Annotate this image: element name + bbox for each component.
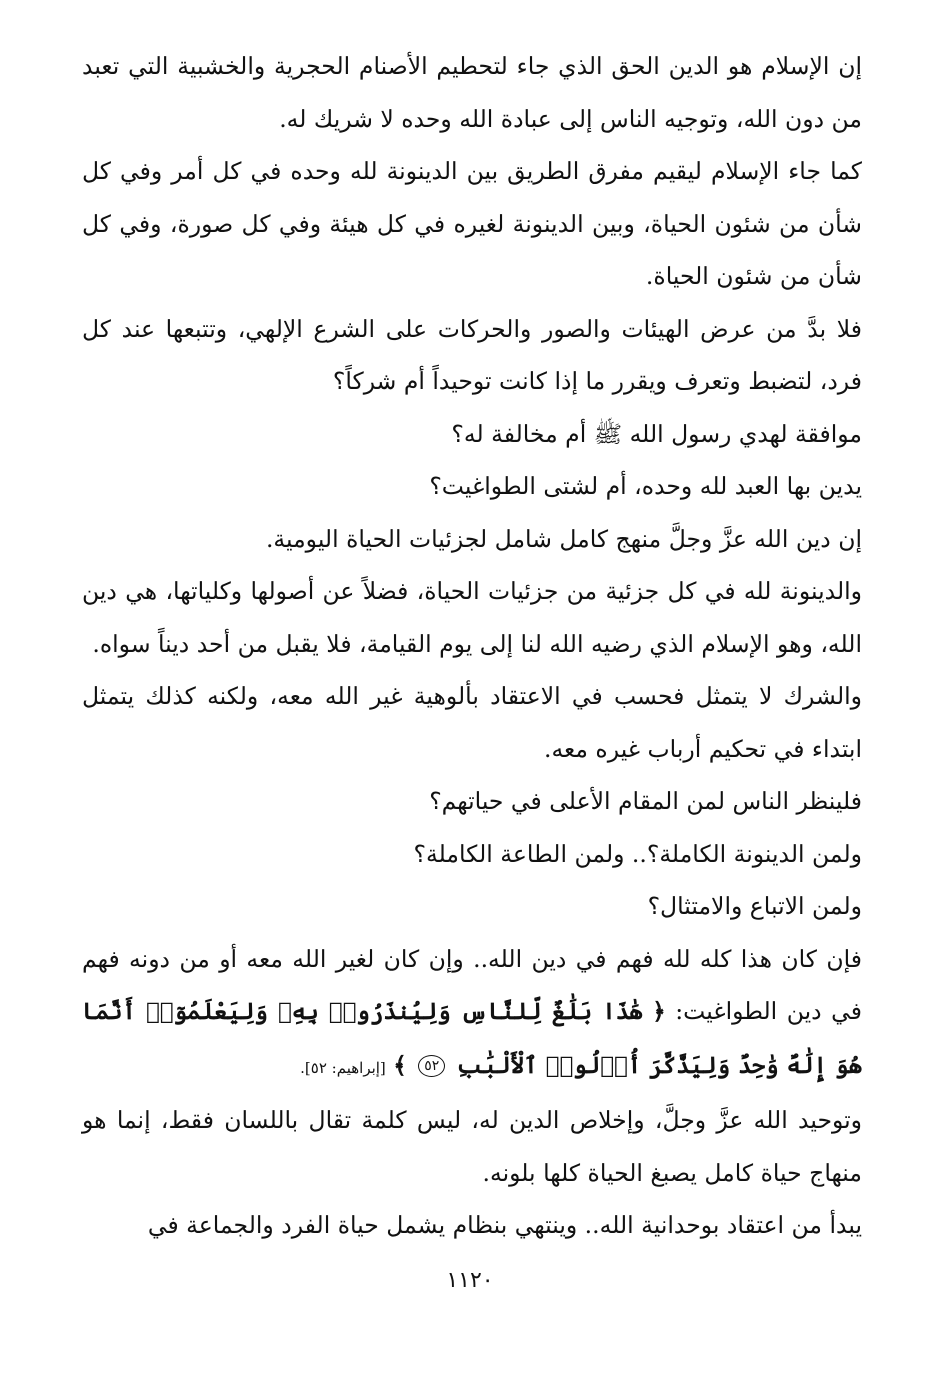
paragraph-3: فلا بدَّ من عرض الهيئات والصور والحركات على الشرع الإلهي، وتتبعها عند كل فرد، لتضبط وتعرف ويقرر ما إذا كانت توحيداً أم شركاً؟	[82, 314, 862, 395]
quran-close-bracket: ﴾	[393, 1051, 407, 1079]
paragraph-9: فلينظر الناس لمن المقام الأعلى في حياتهم؟	[429, 787, 862, 815]
paragraph-1: إن الإسلام هو الدين الحق الذي جاء لتحطيم الأصنام الحجرية والخشبية التي تعبد من دون الله، وتوجيه الناس إلى عبادة الله وحده لا شريك له.	[82, 52, 862, 133]
paragraph-13: يبدأ من اعتقاد بوحدانية الله.. وينتهي بنظام يشمل حياة الفرد والجماعة في	[147, 1211, 862, 1239]
quran-intro: فإن كان هذا كله لله فهم في دين الله.. وإن كان لغير الله معه أو من دونه فهم في دين الطواغيت:	[82, 944, 862, 1025]
quran-open-bracket: ﴿	[652, 998, 666, 1025]
page-body	[82, 40, 862, 1252]
verse-number-marker: ٥٢	[418, 1055, 445, 1077]
quran-paragraph	[82, 933, 862, 1095]
paragraph-8: والشرك لا يتمثل فحسب في الاعتقاد بألوهية غير الله معه، ولكنه كذلك يتمثل ابتداء في تحكيم أرباب غيره معه.	[82, 682, 862, 763]
paragraph-10: ولمن الدينونة الكاملة؟.. ولمن الطاعة الكاملة؟	[413, 839, 862, 868]
paragraph-7: والدينونة لله في كل جزئية من جزئيات الحياة، فضلاً عن أصولها وكلياتها، هي دين الله، وهو الإسلام الذي رضيه الله لنا إلى يوم القيامة، فلا يقبل من أحد ديناً سواه.	[82, 577, 862, 658]
paragraph-6: إن دين الله عزَّ وجلَّ منهج كامل شامل لجزئيات الحياة اليومية.	[265, 524, 862, 553]
page-number: ١١٢٠	[446, 1268, 494, 1293]
paragraph-5: يدين بها العبد لله وحده، أم لشتى الطواغيت؟	[429, 472, 862, 500]
paragraph-11: ولمن الاتباع والامتثال؟	[647, 892, 862, 920]
paragraph-12: وتوحيد الله عزَّ وجلَّ، وإخلاص الدين له، ليس كلمة تقال باللسان فقط، إنما هو منهاج حياة كامل يصبغ الحياة كلها بلونه.	[82, 1106, 862, 1187]
quran-citation: [إبراهيم: ٥٢].	[300, 1058, 386, 1077]
paragraph-2: كما جاء الإسلام ليقيم مفرق الطريق بين الدينونة لله وحده في كل أمر وفي كل شأن من شئون الحياة، وبين الدينونة لغيره في كل هيئة وفي كل صورة، وفي كل شأن من شئون الحياة.	[82, 157, 862, 290]
paragraph-4: موافقة لهدي رسول الله ﷺ أم مخالفة له؟	[451, 419, 862, 448]
quran-verse: هَٰذَا بَلَٰغٌ لِّلنَّاسِ وَلِيُنذَرُوا۟ بِهِۦ وَلِيَعْلَمُوٓا۟ أَنَّمَا هُوَ إِلَٰهٌ وَٰحِدٌ وَلِيَذَّكَّرَ أُو۟لُوا۟ ٱلْأَلْبَٰبِ	[82, 998, 862, 1079]
